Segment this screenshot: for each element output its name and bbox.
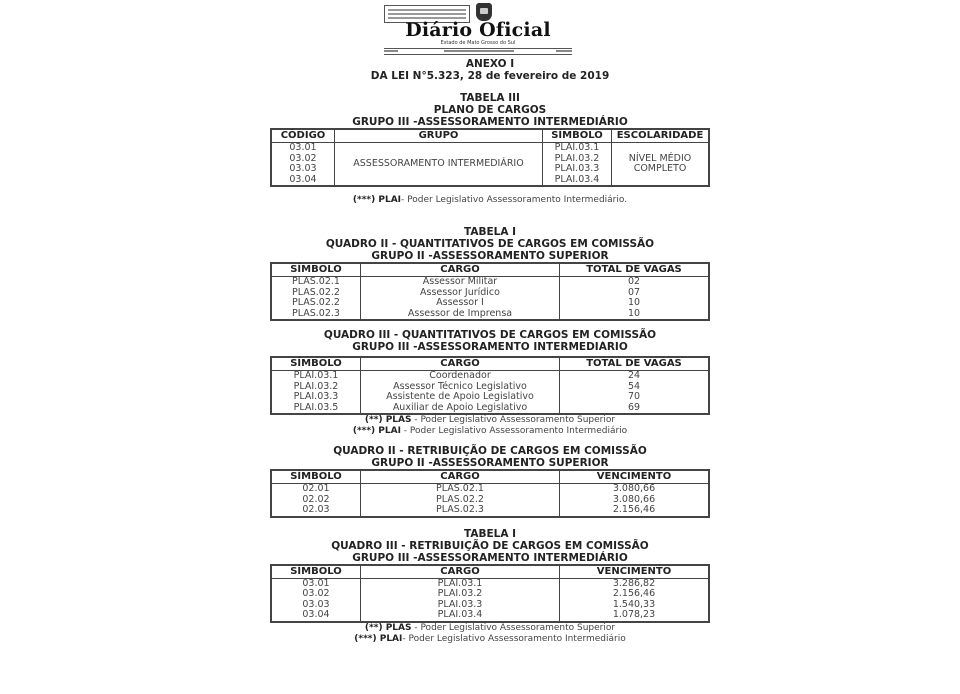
footnote-text: - Poder Legislativo Assessoramento Superior bbox=[411, 415, 616, 425]
table-cell: 3.080,66 bbox=[560, 495, 710, 506]
table-cell: 02 bbox=[560, 277, 710, 288]
table-cell: PLAI.03.1 bbox=[361, 578, 560, 589]
masthead-title: Diário Oficial bbox=[405, 19, 551, 41]
table-cell: PLAS.02.2 bbox=[361, 495, 560, 506]
table-row bbox=[271, 392, 709, 403]
column-header: TOTAL DE VAGAS bbox=[560, 263, 710, 277]
table-cell: 03.03 bbox=[271, 600, 361, 611]
column-header: SÍMBOLO bbox=[271, 565, 361, 579]
column-header: SÍMBOLO bbox=[543, 129, 612, 143]
quadro2-qty-title: TABELA I bbox=[463, 226, 517, 238]
column-header: VENCIMENTO bbox=[560, 470, 710, 484]
codes-cell bbox=[271, 143, 335, 187]
footnote-text: - Poder Legislativo Assessoramento Intermediário bbox=[402, 633, 626, 644]
footnote-text: - Poder Legislativo Assessoramento Intermediário. bbox=[401, 195, 628, 205]
table-row bbox=[271, 505, 709, 517]
table-row bbox=[271, 309, 709, 321]
masthead-info-bar bbox=[384, 50, 572, 53]
quadro3-pay-title: TABELA I bbox=[463, 527, 517, 540]
footnote-prefix: (***) PLAI bbox=[352, 195, 402, 205]
footnote-prefix: (***) PLAI bbox=[352, 426, 401, 436]
masthead-subtitle: Estado de Mato Grosso do Sul bbox=[440, 40, 516, 46]
column-header: VENCIMENTO bbox=[560, 565, 710, 579]
group-cell: ASSESSORAMENTO INTERMEDIÁRIO bbox=[335, 143, 543, 187]
column-header: CARGO bbox=[361, 263, 560, 277]
table3-title: GRUPO III -ASSESSORAMENTO INTERMEDIÁRIO bbox=[352, 116, 628, 128]
quadro3-qty-title: QUADRO III - QUANTITATIVOS DE CARGOS EM COMISSÃO bbox=[323, 329, 657, 341]
table-cell: Assessor de Imprensa bbox=[361, 309, 560, 321]
column-header: CARGO bbox=[361, 357, 560, 371]
quadro2-retribuicao-table bbox=[270, 469, 710, 518]
quadro3-pay-title: QUADRO III - RETRIBUIÇÃO DE CARGOS EM COMISSÃO bbox=[331, 539, 649, 552]
column-header: TOTAL DE VAGAS bbox=[560, 357, 710, 371]
footnote bbox=[265, 623, 715, 634]
table-cell: Assessor Jurídico bbox=[361, 288, 560, 299]
table-row bbox=[271, 610, 709, 622]
column-header: SÍMBOLO bbox=[271, 263, 361, 277]
masthead-rule bbox=[384, 48, 572, 49]
table-cell: PLAS.02.3 bbox=[271, 309, 361, 321]
column-header: GRUPO bbox=[335, 129, 543, 143]
education-line: NÍVEL MÉDIO bbox=[628, 152, 692, 164]
code: 03.01 bbox=[289, 142, 317, 153]
table-cell: 2.156,46 bbox=[560, 589, 710, 600]
column-header: SÍMBOLO bbox=[271, 470, 361, 484]
header-row bbox=[271, 357, 709, 371]
table-row bbox=[271, 484, 709, 495]
footnote-text: - Poder Legislativo Assessoramento Superior bbox=[411, 622, 616, 633]
table-cell: PLAS.02.2 bbox=[271, 288, 361, 299]
table-cell: 02.02 bbox=[271, 495, 361, 506]
table-cell: 1.078,23 bbox=[560, 610, 710, 622]
table-cell: 10 bbox=[560, 298, 710, 309]
education-cell bbox=[612, 143, 710, 187]
footnote bbox=[265, 415, 715, 426]
quadro2-quantitativos-table bbox=[270, 262, 710, 321]
column-header: SÍMBOLO bbox=[271, 357, 361, 371]
table-cell: 03.04 bbox=[271, 610, 361, 622]
table-cell: 03.01 bbox=[271, 578, 361, 589]
code: 03.02 bbox=[289, 152, 317, 164]
education-line: COMPLETO bbox=[633, 163, 687, 174]
table3-title: TABELA III bbox=[460, 92, 520, 104]
quadro2-qty-title: QUADRO II - QUANTITATIVOS DE CARGOS EM COMISSÃO bbox=[325, 238, 655, 250]
table-cell: PLAS.02.2 bbox=[271, 298, 361, 309]
symbol: PLAI.03.4 bbox=[554, 173, 600, 185]
footnote-text: - Poder Legislativo Assessoramento Intermediário bbox=[400, 426, 628, 436]
symbol: PLAI.03.2 bbox=[554, 152, 600, 164]
quadro2-pay-title: GRUPO II -ASSESSORAMENTO SUPERIOR bbox=[371, 457, 609, 469]
table-cell: Coordenador bbox=[361, 371, 560, 382]
table-cell: PLAI.03.5 bbox=[271, 403, 361, 415]
quadro3-pay-title: GRUPO III -ASSESSORAMENTO INTERMEDIÁRIO bbox=[352, 551, 628, 564]
code: 03.04 bbox=[289, 173, 317, 185]
footnote bbox=[265, 634, 715, 645]
column-header: CARGO bbox=[361, 470, 560, 484]
table-cell: 24 bbox=[560, 371, 710, 382]
document-body bbox=[265, 58, 715, 645]
footnote-prefix: (**) PLAS bbox=[364, 622, 412, 633]
column-header: CARGO bbox=[361, 565, 560, 579]
table-cell: 69 bbox=[560, 403, 710, 415]
table-cell: PLAI.03.3 bbox=[361, 600, 560, 611]
quadro2-qty-title: GRUPO II -ASSESSORAMENTO SUPERIOR bbox=[371, 250, 609, 262]
code: 03.03 bbox=[289, 163, 317, 174]
quadro3-qty-title: GRUPO III -ASSESSORAMENTO INTERMEDIÁRIO bbox=[352, 341, 628, 350]
table-cell: 10 bbox=[560, 309, 710, 321]
quadro2-pay-title: QUADRO II - RETRIBUIÇÃO DE CARGOS EM COMISSÃO bbox=[333, 445, 647, 457]
column-header: CÓDIGO bbox=[271, 129, 335, 143]
table-cell: 3.286,82 bbox=[560, 578, 710, 589]
table-cell: 54 bbox=[560, 382, 710, 393]
column-header: ESCOLARIDADE bbox=[612, 129, 710, 143]
table-cell: 1.540,33 bbox=[560, 600, 710, 611]
table3-plano-cargos bbox=[270, 128, 710, 187]
footnote-prefix: (**) PLAS bbox=[364, 415, 412, 425]
table-cell: PLAI.03.2 bbox=[271, 382, 361, 393]
masthead-rule bbox=[384, 54, 572, 55]
symbols-cell bbox=[543, 143, 612, 187]
table-cell: Assessor I bbox=[361, 298, 560, 309]
table-cell: 70 bbox=[560, 392, 710, 403]
footnote bbox=[265, 426, 715, 437]
table-row bbox=[271, 277, 709, 288]
table-cell: Assessor Técnico Legislativo bbox=[361, 382, 560, 393]
annex-title: ANEXO I bbox=[465, 58, 515, 70]
symbol: PLAI.03.1 bbox=[554, 142, 600, 153]
table-cell: PLAI.03.4 bbox=[361, 610, 560, 622]
table-cell: 3.080,66 bbox=[560, 484, 710, 495]
table-cell: 07 bbox=[560, 288, 710, 299]
quadro3-retribuicao-table bbox=[270, 564, 710, 623]
table-row bbox=[271, 298, 709, 309]
table3-footnote bbox=[265, 195, 715, 206]
header-row bbox=[271, 263, 709, 277]
table3-title: PLANO DE CARGOS bbox=[433, 104, 547, 116]
table-cell: PLAI.03.3 bbox=[271, 392, 361, 403]
table-row bbox=[271, 403, 709, 415]
table-cell: 02.03 bbox=[271, 505, 361, 517]
header-row bbox=[271, 470, 709, 484]
table-cell: 03.02 bbox=[271, 589, 361, 600]
quadro3-quantitativos-table bbox=[270, 356, 710, 415]
header-row bbox=[271, 565, 709, 579]
symbol: PLAI.03.3 bbox=[554, 163, 600, 174]
table-cell: Auxiliar de Apoio Legislativo bbox=[361, 403, 560, 415]
table-cell: Assessor Militar bbox=[361, 277, 560, 288]
masthead bbox=[384, 3, 572, 53]
table-cell: PLAI.03.1 bbox=[271, 371, 361, 382]
table-cell: PLAI.03.2 bbox=[361, 589, 560, 600]
table-cell: PLAS.02.1 bbox=[271, 277, 361, 288]
table-cell: PLAS.02.1 bbox=[361, 484, 560, 495]
footnote-prefix: (***) PLAI bbox=[354, 633, 403, 644]
table-cell: PLAS.02.3 bbox=[361, 505, 560, 517]
table-row bbox=[271, 371, 709, 382]
table-cell: Assistente de Apoio Legislativo bbox=[361, 392, 560, 403]
annex-subtitle: DA LEI N°5.323, 28 de fevereiro de 2019 bbox=[370, 70, 610, 82]
table-row bbox=[271, 589, 709, 600]
table-cell: 02.01 bbox=[271, 484, 361, 495]
table-cell: 2.156,46 bbox=[560, 505, 710, 517]
